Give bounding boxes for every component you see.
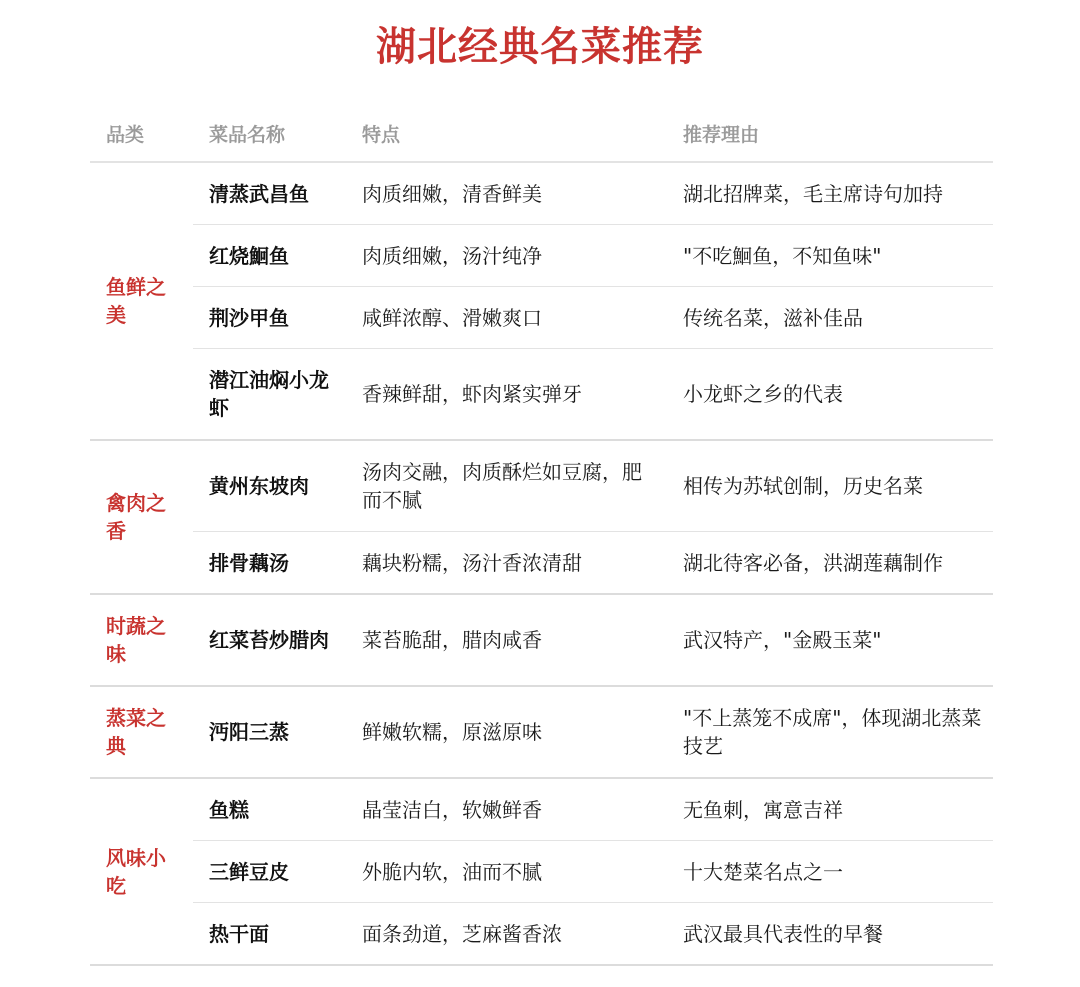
dish-reason: 无鱼刺，寓意吉祥: [667, 778, 993, 841]
dish-feature: 肉质细嫩，清香鲜美: [346, 162, 667, 225]
dish-feature: 咸鲜浓醇、滑嫩爽口: [346, 287, 667, 349]
table-row: [90, 287, 993, 349]
dish-reason: 武汉最具代表性的早餐: [667, 903, 993, 966]
dish-feature: 鲜嫩软糯，原滋原味: [346, 686, 667, 778]
dish-feature: 菜苔脆甜，腊肉咸香: [346, 594, 667, 686]
dish-name: 红烧鮰鱼: [193, 225, 346, 287]
dish-feature: 外脆内软，油而不腻: [346, 841, 667, 903]
table-row: [90, 686, 993, 778]
table-header-row: [90, 106, 993, 162]
header-dish-name: 菜品名称: [193, 106, 346, 162]
header-feature: 特点: [346, 106, 667, 162]
dish-feature: 香辣鲜甜，虾肉紧实弹牙: [346, 349, 667, 441]
table-row: [90, 903, 993, 966]
dish-name: 荆沙甲鱼: [193, 287, 346, 349]
dish-name: 排骨藕汤: [193, 532, 346, 595]
category-cell: 禽肉之香: [90, 440, 193, 594]
header-reason: 推荐理由: [667, 106, 993, 162]
header-category: 品类: [90, 106, 193, 162]
category-cell: 蒸菜之典: [90, 686, 193, 778]
table-row: [90, 349, 993, 441]
table-row: [90, 440, 993, 532]
dish-name: 红菜苔炒腊肉: [193, 594, 346, 686]
dish-name: 沔阳三蒸: [193, 686, 346, 778]
dish-feature: 藕块粉糯，汤汁香浓清甜: [346, 532, 667, 595]
dish-name: 清蒸武昌鱼: [193, 162, 346, 225]
dish-feature: 面条劲道，芝麻酱香浓: [346, 903, 667, 966]
category-cell: 风味小吃: [90, 778, 193, 965]
category-cell: 鱼鲜之美: [90, 162, 193, 440]
dish-reason: 湖北招牌菜，毛主席诗句加持: [667, 162, 993, 225]
dish-reason: "不上蒸笼不成席"，体现湖北蒸菜技艺: [667, 686, 993, 778]
dish-reason: 相传为苏轼创制，历史名菜: [667, 440, 993, 532]
dish-feature: 汤肉交融，肉质酥烂如豆腐，肥而不腻: [346, 440, 667, 532]
dish-reason: 武汉特产，"金殿玉菜": [667, 594, 993, 686]
category-cell: 时蔬之味: [90, 594, 193, 686]
table-row: [90, 778, 993, 841]
dish-reason: 传统名菜，滋补佳品: [667, 287, 993, 349]
table-row: [90, 532, 993, 595]
dish-name: 潜江油焖小龙虾: [193, 349, 346, 441]
dish-reason: 湖北待客必备，洪湖莲藕制作: [667, 532, 993, 595]
table-row: [90, 594, 993, 686]
page-title: 湖北经典名菜推荐: [376, 24, 704, 70]
dish-name: 黄州东坡肉: [193, 440, 346, 532]
dish-table: [90, 106, 993, 966]
dish-name: 鱼糕: [193, 778, 346, 841]
table-row: [90, 841, 993, 903]
table-row: [90, 225, 993, 287]
dish-feature: 晶莹洁白，软嫩鲜香: [346, 778, 667, 841]
table-row: [90, 162, 993, 225]
dish-reason: 十大楚菜名点之一: [667, 841, 993, 903]
dish-feature: 肉质细嫩，汤汁纯净: [346, 225, 667, 287]
dish-reason: 小龙虾之乡的代表: [667, 349, 993, 441]
dish-name: 三鲜豆皮: [193, 841, 346, 903]
dish-reason: "不吃鮰鱼，不知鱼味": [667, 225, 993, 287]
dish-name: 热干面: [193, 903, 346, 966]
